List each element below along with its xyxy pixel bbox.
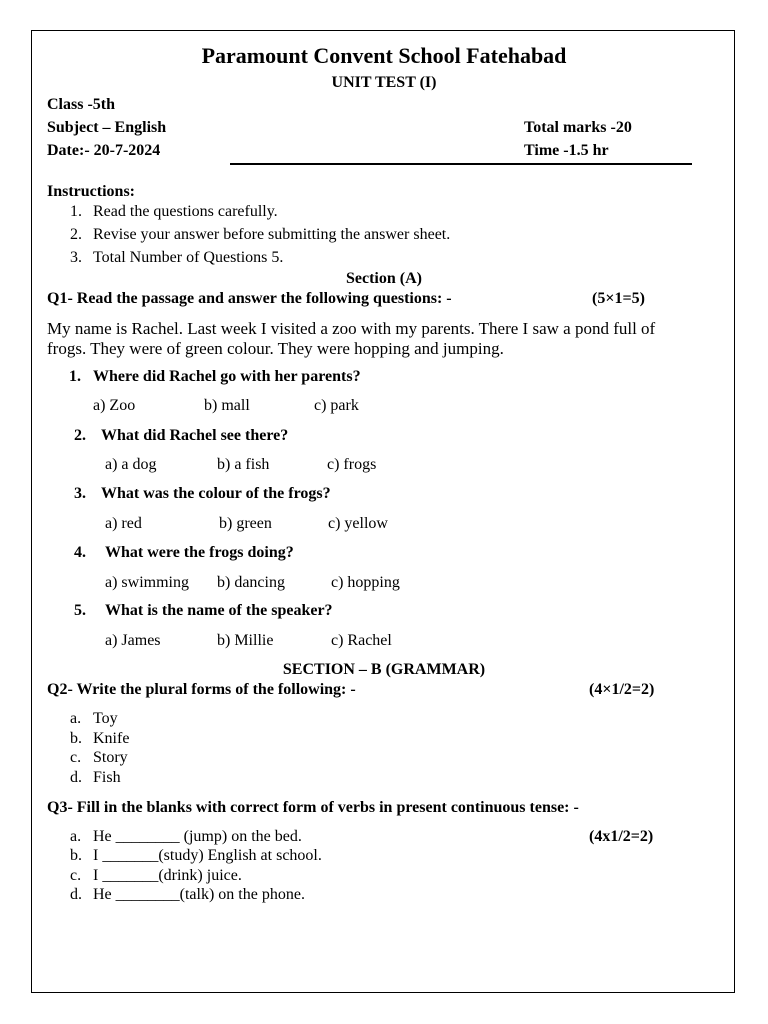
question-num: 2. [74, 427, 86, 444]
q1-title: Q1- Read the passage and answer the following questions: - [47, 290, 452, 307]
instruction-item: Total Number of Questions 5. [93, 249, 284, 266]
question-num: 5. [74, 602, 86, 619]
question-text: Where did Rachel go with her parents? [93, 368, 361, 385]
instruction-num: 3. [70, 249, 82, 266]
date-label: Date:- 20-7-2024 [47, 142, 161, 159]
option-a: a) red [105, 515, 142, 532]
q3-marks: (4x1/2=2) [589, 828, 654, 845]
question-text: What was the colour of the frogs? [101, 485, 331, 502]
option-c: c) hopping [331, 574, 400, 591]
list-marker: a. [70, 828, 82, 845]
option-c: c) park [314, 397, 359, 414]
plural-item: Knife [93, 730, 130, 747]
fill-blank-item: I _______(drink) juice. [93, 867, 242, 884]
option-c: c) yellow [328, 515, 388, 532]
list-marker: c. [70, 749, 82, 766]
list-marker: b. [70, 730, 82, 747]
fill-blank-item: He ________(talk) on the phone. [93, 886, 305, 903]
fill-blank-item: I _______(study) English at school. [93, 847, 322, 864]
test-title: UNIT TEST (I) [331, 74, 437, 91]
question-text: What did Rachel see there? [101, 427, 289, 444]
header-divider [230, 163, 692, 165]
q3-title: Q3- Fill in the blanks with correct form of verbs in present continuous tense: - [47, 799, 579, 816]
instruction-item: Revise your answer before submitting the answer sheet. [93, 226, 451, 243]
option-b: b) Millie [217, 632, 274, 649]
q2-marks: (4×1/2=2) [589, 681, 655, 698]
plural-item: Story [93, 749, 128, 766]
q2-title: Q2- Write the plural forms of the following: - [47, 681, 356, 698]
question-num: 3. [74, 485, 86, 502]
instruction-num: 2. [70, 226, 82, 243]
option-a: a) Zoo [93, 397, 136, 414]
passage-line: My name is Rachel. Last week I visited a zoo with my parents. There I saw a pond full of [47, 319, 656, 338]
q1-marks: (5×1=5) [592, 290, 645, 307]
list-marker: a. [70, 710, 82, 727]
subject-label: Subject – English [47, 119, 167, 136]
school-name: Paramount Convent School Fatehabad [201, 43, 567, 68]
question-num: 4. [74, 544, 86, 561]
section-a-heading: Section (A) [346, 270, 422, 287]
option-a: a) a dog [105, 456, 157, 473]
class-label: Class -5th [47, 96, 116, 113]
option-a: a) swimming [105, 574, 189, 591]
total-marks-label: Total marks -20 [524, 119, 632, 136]
option-b: b) green [219, 515, 272, 532]
question-text: What were the frogs doing? [105, 544, 294, 561]
instruction-item: Read the questions carefully. [93, 203, 278, 220]
list-marker: d. [70, 769, 82, 786]
option-a: a) James [105, 632, 161, 649]
question-text: What is the name of the speaker? [105, 602, 333, 619]
question-num: 1. [69, 368, 81, 385]
option-b: b) mall [204, 397, 250, 414]
instructions-heading: Instructions: [47, 183, 136, 200]
section-b-heading: SECTION – B (GRAMMAR) [282, 661, 486, 678]
instruction-num: 1. [70, 203, 82, 220]
option-b: b) a fish [217, 456, 270, 473]
time-label: Time -1.5 hr [524, 142, 609, 159]
option-c: c) Rachel [331, 632, 392, 649]
plural-item: Toy [93, 710, 118, 727]
plural-item: Fish [93, 769, 121, 786]
option-b: b) dancing [217, 574, 285, 591]
list-marker: d. [70, 886, 82, 903]
fill-blank-item: He ________ (jump) on the bed. [93, 828, 302, 845]
list-marker: c. [70, 867, 82, 884]
list-marker: b. [70, 847, 82, 864]
passage-line: frogs. They were of green colour. They were hopping and jumping. [47, 339, 504, 358]
option-c: c) frogs [327, 456, 377, 473]
